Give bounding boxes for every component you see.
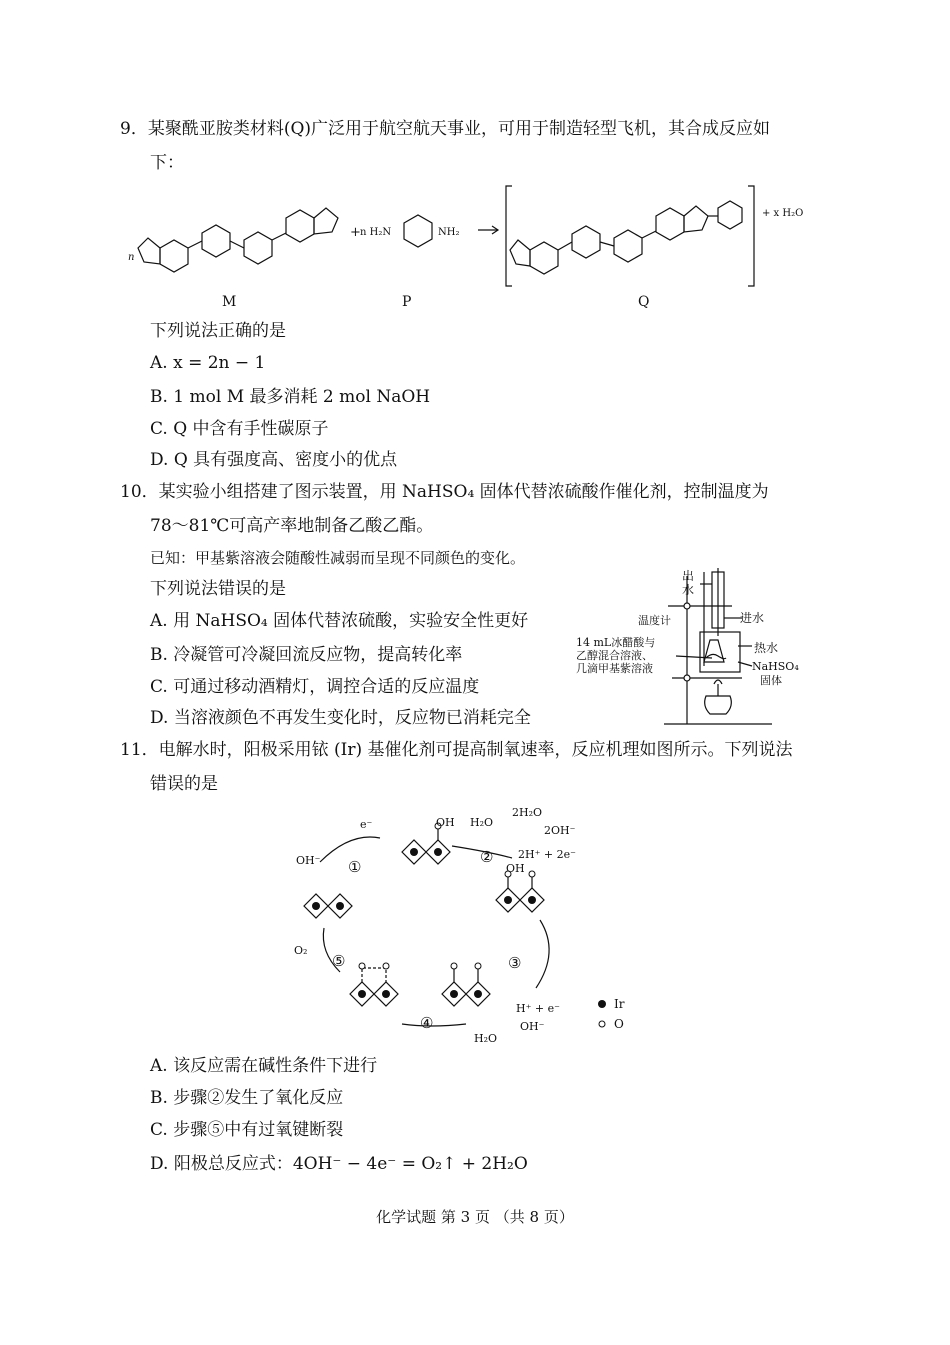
mixture-label-2: 乙醇混合溶液、: [576, 649, 653, 662]
mixture-label-1: 14 mL冰醋酸与: [576, 636, 656, 649]
q11-stem-line1: 11．电解水时，阳极采用铱 (Ir) 基催化剂可提高制氧速率，反应机理如图所示。下列说法: [120, 740, 793, 760]
q-bracket-right: [748, 186, 754, 286]
q11-option-c[interactable]: C. 步骤⑤中有过氧键断裂: [150, 1120, 344, 1140]
legend-ir-label: Ir: [614, 997, 625, 1011]
proton-label: H⁺ + e⁻: [516, 1002, 560, 1015]
label-p: P: [402, 294, 412, 310]
step-3-marker: ③: [508, 954, 522, 972]
step-1-marker: ①: [348, 858, 362, 876]
q10-option-b[interactable]: B. 冷凝管可冷凝回流反应物，提高转化率: [150, 645, 463, 665]
two-hydroxide-label: 2OH⁻: [544, 824, 576, 837]
q10-option-d[interactable]: D. 当溶液颜色不再发生变化时，反应物已消耗完全: [150, 708, 531, 728]
two-water-label: 2H₂O: [512, 806, 543, 819]
m-anhydride-left: [138, 238, 160, 264]
q11-stem-line2: 错误的是: [150, 774, 218, 794]
q-bracket-left: [506, 186, 512, 286]
q10-stem-line2: 78～81℃可高产率地制备乙酸乙酯。: [150, 516, 434, 536]
q9-reaction-scheme: [120, 178, 820, 308]
m-benzene-left: [160, 240, 188, 272]
q10-option-c[interactable]: C. 可通过移动酒精灯，调控合适的反应温度: [150, 677, 480, 697]
q10-question: 下列说法错误的是: [150, 579, 286, 599]
nahso4-label: NaHSO₄: [752, 660, 799, 673]
m-benzene-mid: [244, 232, 272, 264]
q9-option-d[interactable]: D. Q 具有强度高、密度小的优点: [150, 450, 398, 470]
m-benzene-center: [202, 225, 230, 257]
q11-mechanism-diagram: [290, 802, 650, 1045]
step-2-marker: ②: [480, 848, 494, 866]
page-footer: 化学试题 第 3 页 （共 8 页）: [376, 1208, 574, 1226]
q9-question: 下列说法正确的是: [150, 321, 286, 341]
q9-option-a[interactable]: A. x = 2n − 1: [150, 353, 266, 373]
outlet-char2: 水: [682, 583, 695, 597]
plus-sign: +: [350, 225, 361, 240]
q10-option-a[interactable]: A. 用 NaHSO₄ 固体代替浓硫酸，实验安全性更好: [150, 611, 529, 631]
legend-o-label: O: [614, 1017, 624, 1031]
water-in-label: H₂O: [470, 816, 494, 829]
water-product: + x H₂O: [762, 208, 804, 219]
hydroxide-label-1: OH⁻: [296, 854, 321, 867]
hydroxyl-label: OH: [436, 816, 455, 829]
step-5-marker: ⑤: [332, 952, 346, 970]
q9-option-b[interactable]: B. 1 mol M 最多消耗 2 mol NaOH: [150, 387, 431, 407]
outlet-char1: 出: [682, 569, 695, 583]
hydroxide-label-2: OH⁻: [520, 1020, 545, 1033]
m-coefficient: n: [128, 252, 135, 263]
electron-label: e⁻: [360, 818, 373, 831]
proton-electron-label: 2H⁺ + 2e⁻: [518, 848, 576, 861]
m-benzene-right: [286, 210, 314, 242]
step-4-marker: ④: [420, 1014, 434, 1032]
q10-apparatus-diagram: [572, 566, 812, 731]
hydroxyl-label-2: OH: [506, 862, 525, 875]
m-anhydride-right: [314, 208, 338, 234]
solid-label: 固体: [760, 674, 782, 687]
label-q: Q: [638, 294, 650, 310]
water-out-label: H₂O: [474, 1032, 498, 1045]
label-m: M: [222, 294, 237, 310]
p-right-amine: NH₂: [438, 227, 460, 238]
q11-option-d[interactable]: D. 阳极总反应式：4OH⁻ − 4e⁻ = O₂↑ + 2H₂O: [150, 1154, 528, 1174]
thermometer-label: 温度计: [638, 614, 671, 627]
q10-stem-line1: 10．某实验小组搭建了图示装置，用 NaHSO₄ 固体代替浓硫酸作催化剂，控制温度为: [120, 482, 769, 502]
q11-option-b[interactable]: B. 步骤②发生了氧化反应: [150, 1088, 344, 1108]
mixture-label-3: 几滴甲基紫溶液: [576, 662, 653, 675]
p-benzene: [404, 215, 432, 247]
q10-known: 已知：甲基紫溶液会随酸性减弱而呈现不同颜色的变化。: [150, 549, 526, 567]
oxygen-product-label: O₂: [294, 944, 308, 957]
q9-stem-line1: 9．某聚酰亚胺类材料(Q)广泛用于航空航天事业，可用于制造轻型飞机，其合成反应如: [120, 119, 771, 139]
water-inlet-label: 进水: [740, 611, 765, 625]
q9-stem-line2: 下：: [150, 153, 184, 173]
q11-option-a[interactable]: A. 该反应需在碱性条件下进行: [150, 1056, 378, 1076]
p-left-amine: n H₂N: [360, 227, 392, 238]
q9-option-c[interactable]: C. Q 中含有手性碳原子: [150, 419, 329, 439]
hot-water-label: 热水: [754, 641, 779, 655]
